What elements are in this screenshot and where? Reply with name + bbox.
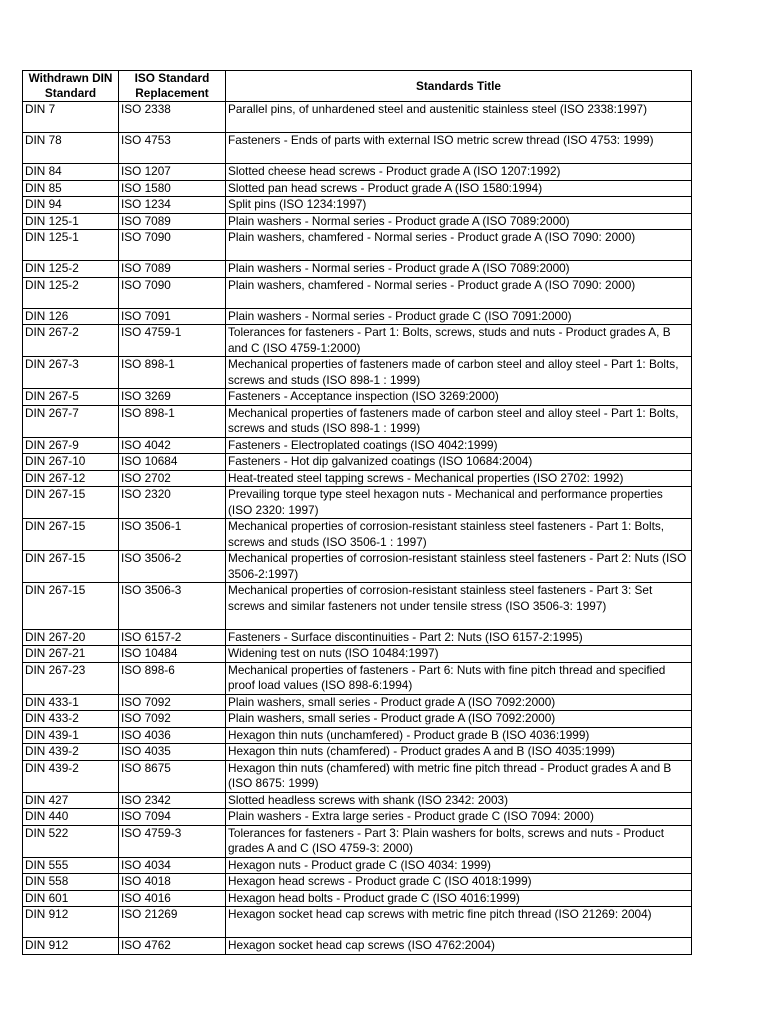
- cell-iso-replacement: ISO 1580: [119, 180, 226, 197]
- standards-document: [22, 70, 691, 955]
- cell-withdrawn-din: DIN 267-7: [23, 405, 119, 437]
- table-row: [23, 727, 692, 744]
- cell-iso-replacement: ISO 2320: [119, 487, 226, 519]
- table-row: [23, 792, 692, 809]
- table-row: [23, 308, 692, 325]
- table-row: [23, 133, 692, 164]
- cell-standards-title: Hexagon thin nuts (chamfered) - Product grades A and B (ISO 4035:1999): [226, 744, 692, 761]
- table-row: [23, 325, 692, 357]
- cell-iso-replacement: ISO 7090: [119, 230, 226, 261]
- cell-withdrawn-din: DIN 427: [23, 792, 119, 809]
- cell-standards-title: Plain washers - Normal series - Product grade A (ISO 7089:2000): [226, 261, 692, 278]
- table-row: [23, 551, 692, 583]
- cell-standards-title: Hexagon head screws - Product grade C (ISO 4018:1999): [226, 874, 692, 891]
- cell-withdrawn-din: DIN 267-23: [23, 662, 119, 694]
- cell-withdrawn-din: DIN 125-2: [23, 277, 119, 308]
- cell-withdrawn-din: DIN 125-2: [23, 261, 119, 278]
- cell-withdrawn-din: DIN 125-1: [23, 213, 119, 230]
- table-row: [23, 938, 692, 955]
- table-row: [23, 389, 692, 406]
- cell-standards-title: Fasteners - Hot dip galvanized coatings (ISO 10684:2004): [226, 454, 692, 471]
- cell-standards-title: Widening test on nuts (ISO 10484:1997): [226, 646, 692, 663]
- cell-iso-replacement: ISO 4018: [119, 874, 226, 891]
- table-row: [23, 874, 692, 891]
- table-row: [23, 213, 692, 230]
- cell-iso-replacement: ISO 7092: [119, 711, 226, 728]
- cell-withdrawn-din: DIN 267-15: [23, 551, 119, 583]
- table-row: [23, 662, 692, 694]
- table-row: [23, 197, 692, 214]
- header-standards-title: Standards Title: [226, 71, 692, 102]
- cell-standards-title: Prevailing torque type steel hexagon nuts - Mechanical and performance properties (ISO 2320: 1997): [226, 487, 692, 519]
- cell-standards-title: Split pins (ISO 1234:1997): [226, 197, 692, 214]
- table-row: [23, 437, 692, 454]
- cell-standards-title: Plain washers, chamfered - Normal series - Product grade A (ISO 7090: 2000): [226, 230, 692, 261]
- cell-iso-replacement: ISO 2342: [119, 792, 226, 809]
- cell-iso-replacement: ISO 8675: [119, 760, 226, 792]
- cell-iso-replacement: ISO 4016: [119, 890, 226, 907]
- table-row: [23, 760, 692, 792]
- cell-standards-title: Fasteners - Ends of parts with external ISO metric screw thread (ISO 4753: 1999): [226, 133, 692, 164]
- cell-iso-replacement: ISO 4042: [119, 437, 226, 454]
- table-row: [23, 487, 692, 519]
- cell-iso-replacement: ISO 1234: [119, 197, 226, 214]
- cell-withdrawn-din: DIN 433-1: [23, 694, 119, 711]
- cell-withdrawn-din: DIN 267-15: [23, 519, 119, 551]
- cell-withdrawn-din: DIN 85: [23, 180, 119, 197]
- cell-iso-replacement: ISO 898-1: [119, 357, 226, 389]
- table-row: [23, 357, 692, 389]
- cell-standards-title: Hexagon nuts - Product grade C (ISO 4034: 1999): [226, 857, 692, 874]
- cell-iso-replacement: ISO 4036: [119, 727, 226, 744]
- table-row: [23, 180, 692, 197]
- cell-standards-title: Tolerances for fasteners - Part 3: Plain washers for bolts, screws and nuts - Product grades A and C (ISO 4759-3: 2000): [226, 825, 692, 857]
- cell-standards-title: Hexagon head bolts - Product grade C (ISO 4016:1999): [226, 890, 692, 907]
- table-row: [23, 454, 692, 471]
- cell-iso-replacement: ISO 7094: [119, 809, 226, 826]
- cell-standards-title: Hexagon socket head cap screws (ISO 4762:2004): [226, 938, 692, 955]
- cell-withdrawn-din: DIN 84: [23, 164, 119, 181]
- table-row: [23, 164, 692, 181]
- cell-withdrawn-din: DIN 912: [23, 907, 119, 938]
- table-row: [23, 519, 692, 551]
- cell-standards-title: Slotted headless screws with shank (ISO 2342: 2003): [226, 792, 692, 809]
- cell-standards-title: Slotted pan head screws - Product grade A (ISO 1580:1994): [226, 180, 692, 197]
- table-row: [23, 261, 692, 278]
- cell-standards-title: Hexagon socket head cap screws with metric fine pitch thread (ISO 21269: 2004): [226, 907, 692, 938]
- cell-withdrawn-din: DIN 439-2: [23, 744, 119, 761]
- table-row: [23, 583, 692, 630]
- cell-withdrawn-din: DIN 558: [23, 874, 119, 891]
- cell-standards-title: Plain washers - Normal series - Product grade A (ISO 7089:2000): [226, 213, 692, 230]
- cell-standards-title: Fasteners - Electroplated coatings (ISO 4042:1999): [226, 437, 692, 454]
- table-row: [23, 890, 692, 907]
- cell-standards-title: Mechanical properties of corrosion-resistant stainless steel fasteners - Part 2: Nuts (ISO 3506-2:1997): [226, 551, 692, 583]
- table-row: [23, 694, 692, 711]
- cell-standards-title: Plain washers - Normal series - Product grade C (ISO 7091:2000): [226, 308, 692, 325]
- table-row: [23, 230, 692, 261]
- cell-withdrawn-din: DIN 601: [23, 890, 119, 907]
- cell-withdrawn-din: DIN 439-1: [23, 727, 119, 744]
- cell-standards-title: Heat-treated steel tapping screws - Mechanical properties (ISO 2702: 1992): [226, 470, 692, 487]
- cell-iso-replacement: ISO 7090: [119, 277, 226, 308]
- cell-iso-replacement: ISO 10484: [119, 646, 226, 663]
- cell-iso-replacement: ISO 4762: [119, 938, 226, 955]
- cell-standards-title: Plain washers, small series - Product grade A (ISO 7092:2000): [226, 694, 692, 711]
- cell-iso-replacement: ISO 4753: [119, 133, 226, 164]
- cell-iso-replacement: ISO 2338: [119, 102, 226, 133]
- cell-standards-title: Mechanical properties of fasteners made of carbon steel and alloy steel - Part 1: Bolts, screws and studs (ISO 898-1 : 1999): [226, 357, 692, 389]
- cell-withdrawn-din: DIN 267-21: [23, 646, 119, 663]
- cell-standards-title: Plain washers, small series - Product grade A (ISO 7092:2000): [226, 711, 692, 728]
- cell-iso-replacement: ISO 3269: [119, 389, 226, 406]
- cell-standards-title: Tolerances for fasteners - Part 1: Bolts, screws, studs and nuts - Product grades A, B and C (ISO 4759-1:2000): [226, 325, 692, 357]
- cell-withdrawn-din: DIN 440: [23, 809, 119, 826]
- table-row: [23, 809, 692, 826]
- cell-iso-replacement: ISO 2702: [119, 470, 226, 487]
- cell-withdrawn-din: DIN 267-9: [23, 437, 119, 454]
- cell-iso-replacement: ISO 7092: [119, 694, 226, 711]
- cell-iso-replacement: ISO 7089: [119, 213, 226, 230]
- table-row: [23, 907, 692, 938]
- cell-standards-title: Mechanical properties of corrosion-resistant stainless steel fasteners - Part 3: Set screws and similar fasteners not under tensile stress (ISO 3506-3: 1997): [226, 583, 692, 630]
- cell-withdrawn-din: DIN 267-15: [23, 583, 119, 630]
- cell-withdrawn-din: DIN 267-20: [23, 629, 119, 646]
- cell-standards-title: Fasteners - Acceptance inspection (ISO 3269:2000): [226, 389, 692, 406]
- cell-standards-title: Plain washers - Extra large series - Product grade C (ISO 7094: 2000): [226, 809, 692, 826]
- cell-withdrawn-din: DIN 439-2: [23, 760, 119, 792]
- header-withdrawn-din: Withdrawn DIN Standard: [23, 71, 119, 102]
- cell-iso-replacement: ISO 7091: [119, 308, 226, 325]
- cell-withdrawn-din: DIN 267-12: [23, 470, 119, 487]
- table-row: [23, 102, 692, 133]
- cell-standards-title: Mechanical properties of fasteners made of carbon steel and alloy steel - Part 1: Bolts, screws and studs (ISO 898-1 : 1999): [226, 405, 692, 437]
- cell-iso-replacement: ISO 10684: [119, 454, 226, 471]
- cell-withdrawn-din: DIN 522: [23, 825, 119, 857]
- cell-withdrawn-din: DIN 267-10: [23, 454, 119, 471]
- cell-iso-replacement: ISO 3506-2: [119, 551, 226, 583]
- cell-standards-title: Mechanical properties of fasteners - Part 6: Nuts with fine pitch thread and specified proof load values (ISO 898-6:1994): [226, 662, 692, 694]
- cell-withdrawn-din: DIN 94: [23, 197, 119, 214]
- cell-standards-title: Slotted cheese head screws - Product grade A (ISO 1207:1992): [226, 164, 692, 181]
- table-row: [23, 405, 692, 437]
- cell-iso-replacement: ISO 3506-3: [119, 583, 226, 630]
- table-row: [23, 711, 692, 728]
- cell-iso-replacement: ISO 898-1: [119, 405, 226, 437]
- table-header-row: [23, 71, 692, 102]
- cell-standards-title: Hexagon thin nuts (chamfered) with metric fine pitch thread - Product grades A and B (ISO 8675: 1999): [226, 760, 692, 792]
- standards-table: [22, 70, 692, 955]
- cell-iso-replacement: ISO 898-6: [119, 662, 226, 694]
- cell-standards-title: Parallel pins, of unhardened steel and austenitic stainless steel (ISO 2338:1997): [226, 102, 692, 133]
- cell-standards-title: Mechanical properties of corrosion-resistant stainless steel fasteners - Part 1: Bolts, screws and studs (ISO 3506-1 : 1997): [226, 519, 692, 551]
- cell-withdrawn-din: DIN 267-15: [23, 487, 119, 519]
- cell-iso-replacement: ISO 4759-1: [119, 325, 226, 357]
- table-row: [23, 744, 692, 761]
- cell-withdrawn-din: DIN 912: [23, 938, 119, 955]
- cell-standards-title: Hexagon thin nuts (unchamfered) - Product grade B (ISO 4036:1999): [226, 727, 692, 744]
- cell-iso-replacement: ISO 4034: [119, 857, 226, 874]
- cell-standards-title: Plain washers, chamfered - Normal series - Product grade A (ISO 7090: 2000): [226, 277, 692, 308]
- cell-withdrawn-din: DIN 7: [23, 102, 119, 133]
- cell-iso-replacement: ISO 6157-2: [119, 629, 226, 646]
- cell-withdrawn-din: DIN 267-2: [23, 325, 119, 357]
- cell-iso-replacement: ISO 3506-1: [119, 519, 226, 551]
- cell-withdrawn-din: DIN 555: [23, 857, 119, 874]
- cell-iso-replacement: ISO 21269: [119, 907, 226, 938]
- cell-iso-replacement: ISO 1207: [119, 164, 226, 181]
- table-row: [23, 470, 692, 487]
- table-row: [23, 825, 692, 857]
- cell-withdrawn-din: DIN 125-1: [23, 230, 119, 261]
- cell-iso-replacement: ISO 4759-3: [119, 825, 226, 857]
- cell-withdrawn-din: DIN 126: [23, 308, 119, 325]
- table-row: [23, 857, 692, 874]
- cell-withdrawn-din: DIN 267-5: [23, 389, 119, 406]
- cell-standards-title: Fasteners - Surface discontinuities - Part 2: Nuts (ISO 6157-2:1995): [226, 629, 692, 646]
- table-row: [23, 277, 692, 308]
- table-row: [23, 646, 692, 663]
- table-row: [23, 629, 692, 646]
- cell-withdrawn-din: DIN 267-3: [23, 357, 119, 389]
- header-iso-replacement: ISO Standard Replacement: [119, 71, 226, 102]
- cell-iso-replacement: ISO 4035: [119, 744, 226, 761]
- cell-withdrawn-din: DIN 78: [23, 133, 119, 164]
- cell-iso-replacement: ISO 7089: [119, 261, 226, 278]
- cell-withdrawn-din: DIN 433-2: [23, 711, 119, 728]
